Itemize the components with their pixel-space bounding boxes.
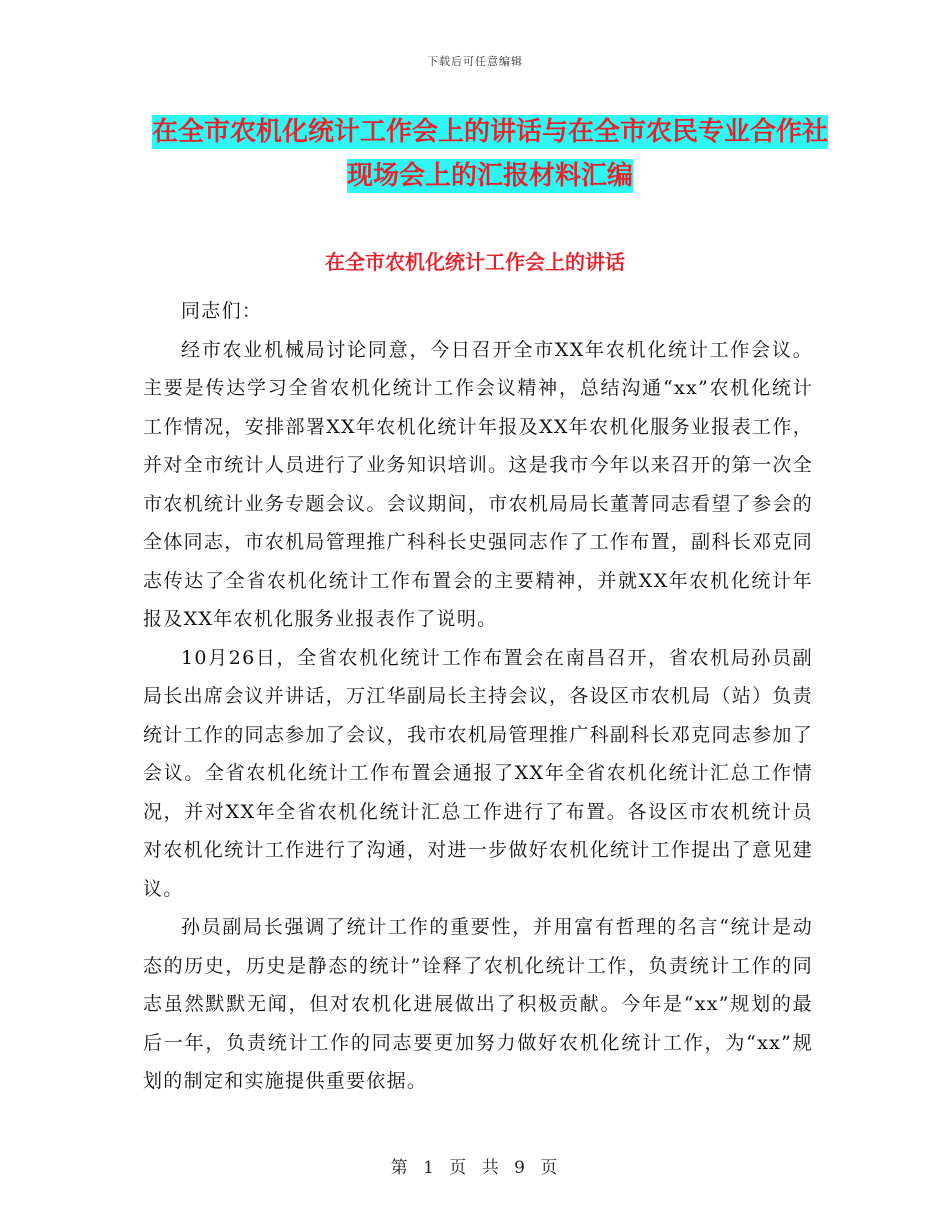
header-note: 下载后可任意编辑	[427, 55, 523, 68]
page-number: 第 1 页 共 9 页	[390, 1158, 560, 1178]
document-body	[143, 292, 813, 1101]
paragraph: 10月26日，全省农机化统计工作布置会在南昌召开，省农机局孙员副局长出席会议并讲话，万江华副局长主持会议，各设区市农机局（站）负责统计工作的同志参加了会议，我市农机局管理推广科副科长邓克同志参加了会议。全省农机化统计工作布置会通报了XX年全省农机化统计汇总工作情况，并对XX年全省农机化统计汇总工作进行了布置。各设区市农机统计员对农机化统计工作进行了沟通，对进一步做好农机化统计工作提出了意见建议。	[143, 646, 813, 900]
section-title: 在全市农机化统计工作会上的讲话	[325, 250, 625, 274]
paragraph-salutation: 同志们：	[181, 300, 263, 322]
document-title	[150, 110, 830, 198]
paragraph: 经市农业机械局讨论同意，今日召开全市XX年农机化统计工作会议。主要是传达学习全省农机化统计工作会议精神，总结沟通“xx”农机化统计工作情况，安排部署XX年农机化统计年报及XX年农机化服务业报表工作，并对全市统计人员进行了业务知识培训。这是我市今年以来召开的第一次全市农机统计业务专题会议。会议期间，市农机局局长董菁同志看望了参会的全体同志，市农机局管理推广科科长史强同志作了工作布置，副科长邓克同志传达了全省农机化统计工作布置会的主要精神，并就XX年农机化统计年报及XX年农机化服务业报表作了说明。	[143, 338, 813, 630]
document-title-text: 在全市农机化统计工作会上的讲话与在全市农民专业合作社现场会上的汇报材料汇编	[151, 117, 828, 191]
paragraph: 孙员副局长强调了统计工作的重要性，并用富有哲理的名言“统计是动态的历史，历史是静态的统计”诠释了农机化统计工作，负责统计工作的同志虽然默默无闻，但对农机化进展做出了积极贡献。今年是“xx”规划的最后一年，负责统计工作的同志要更加努力做好农机化统计工作，为“xx”规划的制定和实施提供重要依据。	[143, 916, 813, 1092]
